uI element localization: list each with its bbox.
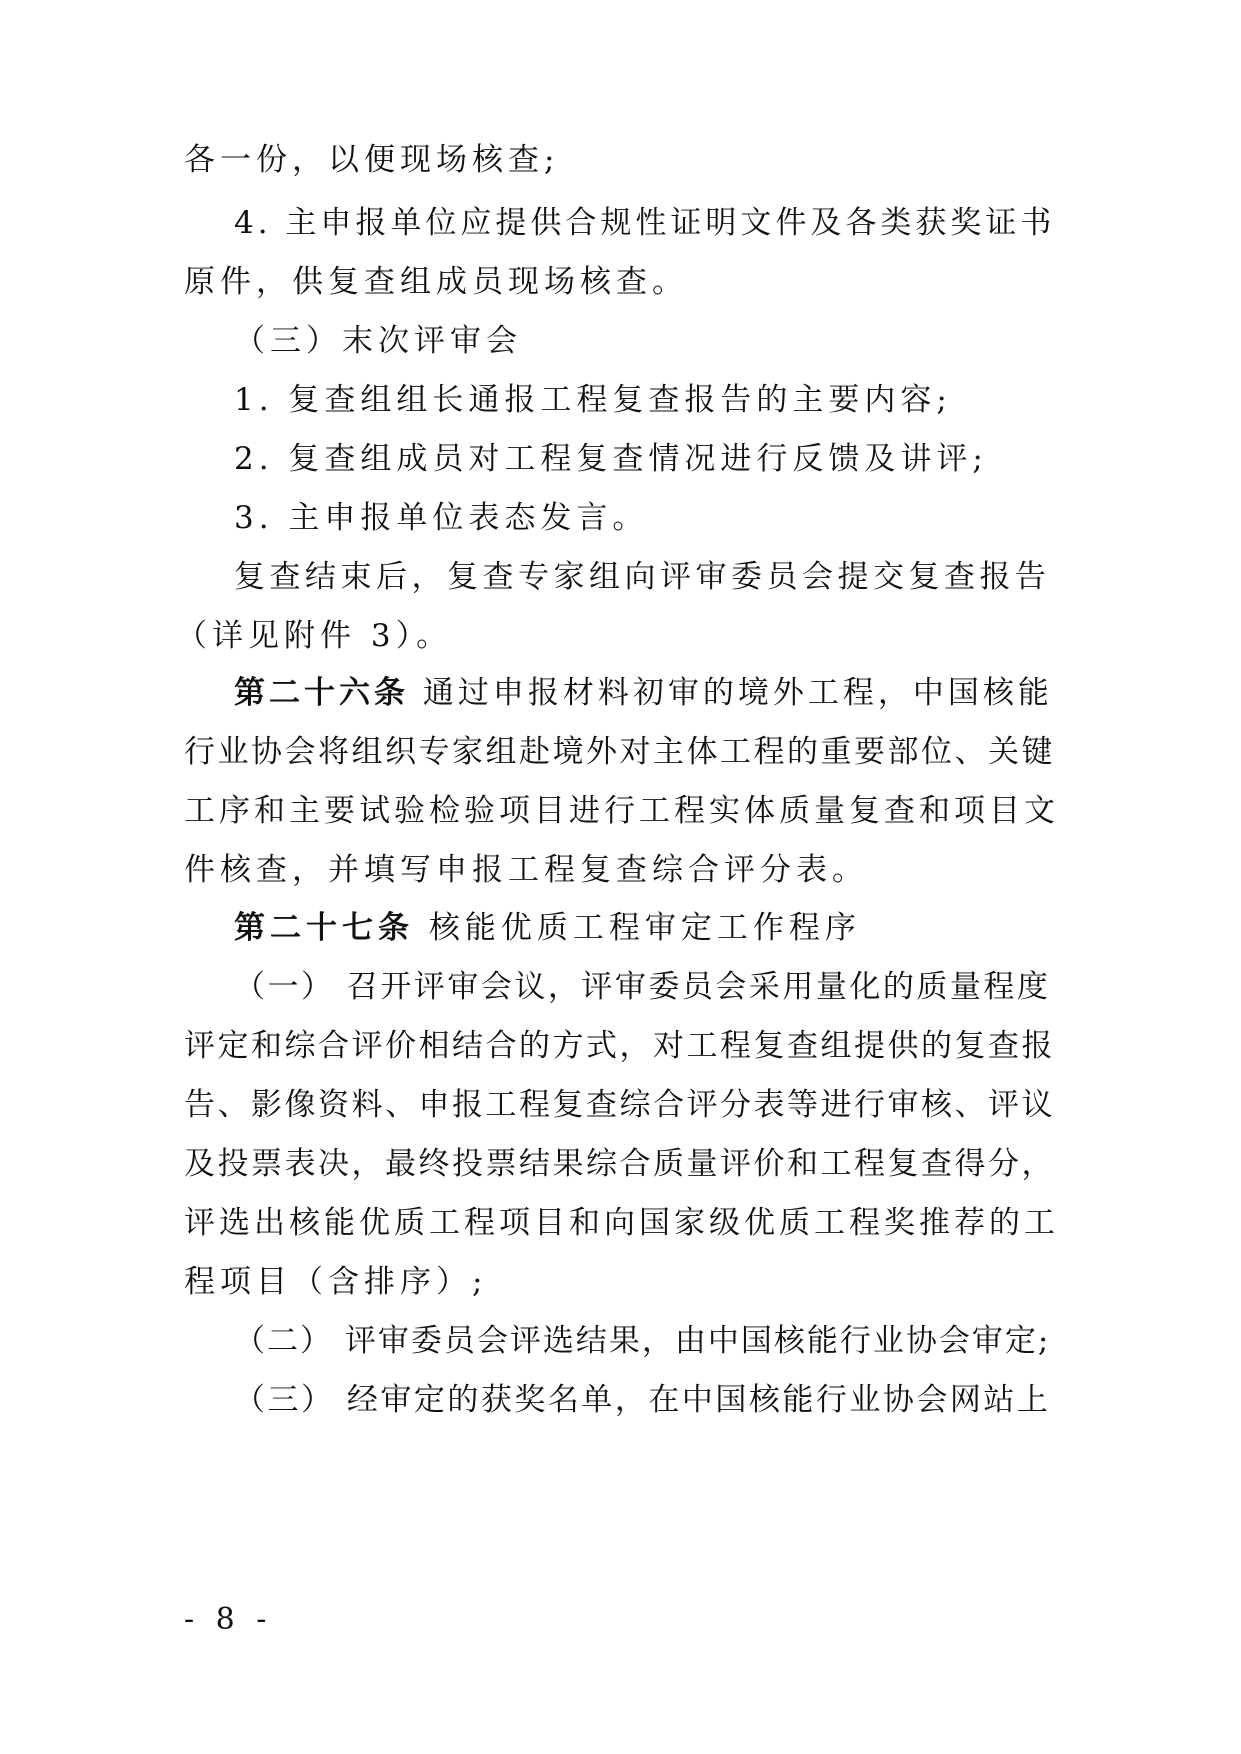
article-title: 第二十六条 (234, 675, 409, 711)
text-line: 行业协会将组织专家组赴境外对主体工程的重要部位、关键 (184, 734, 1055, 770)
text-line: 评定和综合评价相结合的方式，对工程复查组提供的复查报 (184, 1028, 1055, 1064)
article-27-line: 第二十七条 核能优质工程审定工作程序 (234, 910, 861, 946)
text-line: 件核查，并填写申报工程复查综合评分表。 (184, 852, 868, 888)
text-line: 复查结束后，复查专家组向评审委员会提交复查报告 (234, 559, 1051, 595)
text-line: 评选出核能优质工程项目和向国家级优质工程奖推荐的工 (184, 1205, 1059, 1241)
text-line: 2. 复查组成员对工程复查情况进行反馈及讲评; (234, 441, 988, 477)
section-heading: （三）末次评审会 (234, 323, 522, 359)
text-line: 告、影像资料、申报工程复查综合评分表等进行审核、评议 (184, 1087, 1055, 1123)
text-line: 4. 主申报单位应提供合规性证明文件及各类获奖证书 (234, 205, 1056, 241)
text-line: （二） 评审委员会评选结果，由中国核能行业协会审定; (234, 1323, 1051, 1359)
text-line: 各一份，以便现场核查; (184, 142, 560, 178)
article-title: 第二十七条 (234, 910, 414, 946)
text-line: （三） 经审定的获奖名单，在中国核能行业协会网站上 (234, 1382, 1051, 1418)
text-line: 及投票表决，最终投票结果综合质量评价和工程复查得分， (184, 1146, 1055, 1182)
text-line: 原件，供复查组成员现场核查。 (184, 264, 688, 300)
text-line: （详见附件 3）。 (176, 618, 453, 654)
article-26-line: 第二十六条 通过申报材料初审的境外工程，中国核能 (234, 675, 1053, 711)
text-line: 1. 复查组组长通报工程复查报告的主要内容; (234, 382, 952, 418)
text-line: 程项目（含排序）; (184, 1264, 488, 1300)
text-line: （一） 召开评审会议，评审委员会采用量化的质量程度 (234, 969, 1051, 1005)
text-line: 工序和主要试验检验项目进行工程实体质量复查和项目文 (184, 793, 1059, 829)
page-number: - 8 - (184, 1602, 273, 1637)
text-line: 3. 主申报单位表态发言。 (234, 500, 649, 536)
